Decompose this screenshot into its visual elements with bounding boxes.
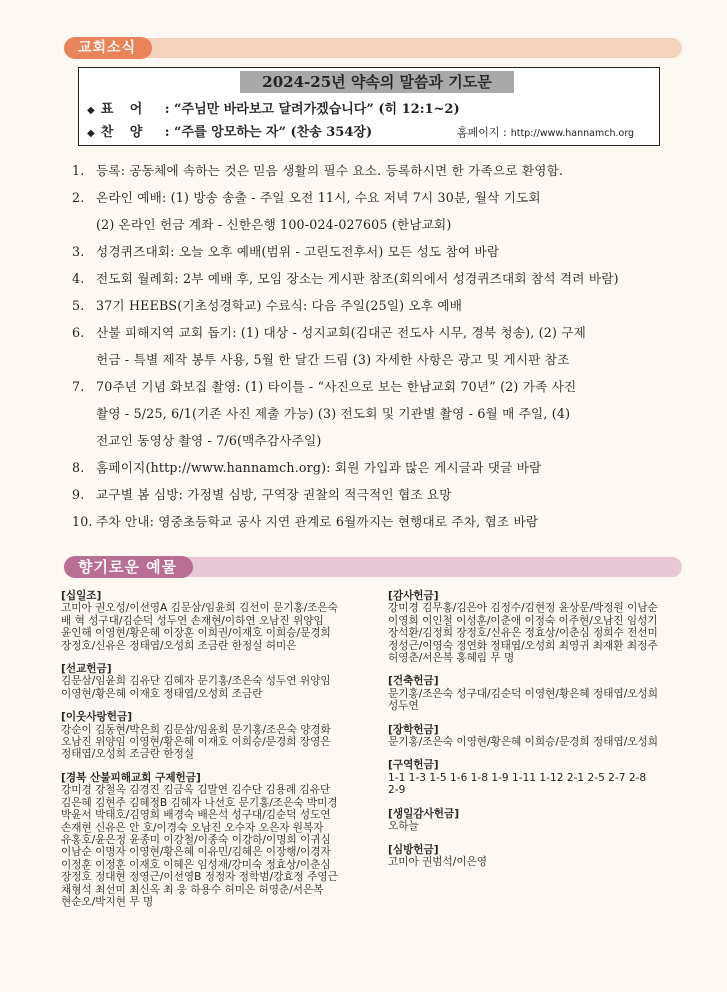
notice-text-continued: 전교인 동영상 촬영 - 7/6(맥추감사주일) <box>96 433 322 448</box>
offering-group <box>61 663 351 700</box>
offering-group-title: [십일조] <box>61 590 102 602</box>
notice-text: 홈페이지(http://www.hannamch.org): 회원 가입과 많은 게시글과 댓글 바람 <box>96 460 542 475</box>
offering-donor-names: 강미경 강철옥 김경진 김금옥 김말연 김수단 김용례 김유단 김은혜 김현주 김혜정B 김혜자 나선호 문기홍/조은숙 박미경 박윤서 박태호/김영희 배경숙 배은석 성구대/김순덕 성도연 손재현 신유은 안 호/이경숙 오남진 오수자 오은자 원복자 유홍호/윤은정 윤종미 이강철/이종숙 이강하/이명희 이귀심 이남순 이명자 이영현/황은혜 이유민/김혜은 이장행/이경자 이정훈 이정훈 이재호 이혜은 임성재/강미숙 정효상/이춘심 장정호 정대현 정영근/이선영B 정정자 정학범/강효정 주영근 채형석 최선미 최신옥 최 웅 하용수 허미은 허영춘/서은복 현순오/박지현 무 명 <box>61 784 338 908</box>
section-title-church-news: 교회소식 <box>64 37 152 59</box>
notice-text: 성경퀴즈대회: 오늘 오후 예배(범위 - 고린도전후서) 모든 성도 참여 바람 <box>96 244 500 259</box>
offering-group <box>388 759 678 796</box>
offering-donor-names: 고미아 권오성/이선영A 김문삼/임윤희 김선이 문기홍/조은숙 배 혁 성구대/김순덕 성두연 손재현/이하연 오남진 위양임 윤인해 이영현/황은혜 이장훈 이희권/이재호 이희승/문경희 장정호/신유은 정태엽/오성희 조금란 한정실 허미은 <box>61 602 339 652</box>
notice-text-continued: 촬영 - 5/25, 6/1(기존 사진 제출 가능) (3) 전도회 및 기관별 촬영 - 6월 매 주일, (4) <box>96 406 571 421</box>
homepage-link[interactable]: http://www.hannamch.org <box>510 128 635 139</box>
notice-number: 9. <box>72 487 85 502</box>
offering-group <box>388 590 678 664</box>
annual-theme-box <box>78 67 660 146</box>
notice-text-continued: (2) 온라인 헌금 계좌 - 신한은행 100-024-027605 (한남교회) <box>96 217 452 232</box>
section-header-bar <box>64 38 682 58</box>
notice-item <box>72 508 672 535</box>
offering-donor-names: 강순이 김동현/박은희 김문삼/임윤희 문기홍/조은숙 양경화 오남진 위양임 이영현/황은혜 이재호 이희승/문경희 장영은 정태엽/오성희 조금란 한정실 <box>61 723 331 761</box>
offering-group-title: [이웃사랑헌금] <box>61 711 133 724</box>
motto-label: 표 어 <box>100 102 149 117</box>
notice-item <box>72 184 672 238</box>
offering-donor-names: 고미아 권범석/이은영 <box>388 855 488 868</box>
offering-donor-names: 문기홍/조은숙 이영현/황은혜 이희승/문경희 정태엽/오성희 <box>388 736 658 749</box>
offering-group <box>388 844 678 869</box>
offering-donor-names: 강미경 김무홍/김은아 김정수/김현정 윤상문/박정원 이남순 이영희 이인철 이성훈/이춘애 이정숙 이주현/오남진 임성기 장석환/김정희 장정호/신유은 정효상/이춘심 정희수 전선미 정성근/이영숙 정연화 정태엽/오성희 최영귀 최재환 최정주 허영춘/서은복 홍혜림 무 명 <box>388 602 658 665</box>
offering-group-title: [건축헌금] <box>388 675 439 688</box>
bullet-icon: ◆ <box>87 128 95 139</box>
offerings-left-column <box>61 590 351 919</box>
notice-text: 주차 안내: 영중초등학교 공사 지연 관계로 6월까지는 현행대로 주차, 협조 바람 <box>96 514 539 529</box>
notice-text: 전도회 월례회: 2부 예배 후, 모임 장소는 게시판 참조(회의에서 성경퀴즈대회 참석 격려 바람) <box>96 271 619 286</box>
offering-group-title: [장학헌금] <box>388 723 439 736</box>
offering-group-title: [선교헌금] <box>61 663 112 676</box>
offering-donor-names: 김문삼/임윤희 김유단 김혜자 문기홍/조은숙 성두연 위양임 이영현/황은혜 이재호 정태엽/오성희 조금란 <box>61 675 331 700</box>
homepage-label: 홈페이지 : <box>457 126 507 139</box>
notice-number: 1. <box>72 163 85 178</box>
hymn-label: 찬 양 <box>100 125 149 140</box>
offering-donor-names: 문기홍/조은숙 성구대/김순덕 이영현/황은혜 정태엽/오성희 성두연 <box>388 687 658 713</box>
hymn-text: : “주를 앙모하는 자” (찬송 354장) <box>164 125 373 140</box>
notice-text-continued: 헌금 - 특별 제작 봉투 사용, 5월 한 달간 드림 (3) 자세한 사항은 광고 및 게시판 참조 <box>96 352 570 367</box>
offering-group-title: [심방헌금] <box>388 843 439 856</box>
notice-number: 6. <box>72 325 85 340</box>
notice-item <box>72 481 672 508</box>
notice-item <box>72 319 672 373</box>
notice-list <box>72 157 672 535</box>
offering-group-title: [경북 산불피해교회 구제헌금] <box>61 771 201 784</box>
offering-group <box>388 675 678 712</box>
offering-group <box>61 590 351 652</box>
notice-text: 등록: 공동체에 속하는 것은 믿음 생활의 필수 요소. 등록하시면 한 가족으로 환영함. <box>96 163 564 178</box>
notice-text: 70주년 기념 화보집 촬영: (1) 타이틀 - “사진으로 보는 한남교회 70년” (2) 가족 사진 <box>96 379 577 394</box>
notice-item <box>72 292 672 319</box>
notice-text: 37기 HEEBS(기초성경학교) 수료식: 다음 주일(25일) 오후 예배 <box>96 298 463 313</box>
notice-item <box>72 157 672 184</box>
offering-group <box>388 808 678 833</box>
notice-number: 5. <box>72 298 85 313</box>
offering-group-title: [생일감사헌금] <box>388 807 460 820</box>
offering-donor-names: 오하늘 <box>388 820 419 833</box>
offering-group-title: [감사헌금] <box>388 590 439 602</box>
hymn-line <box>87 121 372 140</box>
notice-number: 3. <box>72 244 85 259</box>
notice-item <box>72 238 672 265</box>
offering-group <box>61 711 351 761</box>
offering-group <box>61 772 351 908</box>
notice-number: 10. <box>72 514 93 529</box>
offerings-right-column <box>388 590 678 879</box>
notice-item <box>72 454 672 481</box>
notice-text: 산불 피해지역 교회 돕기: (1) 대상 - 성지교회(김대곤 전도사 시무, 경북 청송), (2) 구제 <box>96 325 587 340</box>
bullet-icon: ◆ <box>87 105 95 116</box>
notice-number: 8. <box>72 460 85 475</box>
offering-donor-names: 1-1 1-3 1-5 1-6 1-8 1-9 1-11 1-12 2-1 2-5 2-7 2-8 2-9 <box>388 771 647 797</box>
homepage-info <box>457 124 634 140</box>
theme-title: 2024-25년 약속의 말씀과 기도문 <box>240 71 514 93</box>
motto-line <box>87 98 460 117</box>
notice-item <box>72 373 672 454</box>
notice-text: 온라인 예배: (1) 방송 송출 - 주일 오전 11시, 수요 저녁 7시 30분, 월삭 기도회 <box>96 190 541 205</box>
notice-item <box>72 265 672 292</box>
notice-text: 교구별 봄 심방: 가정별 심방, 구역장 권찰의 적극적인 협조 요망 <box>96 487 452 502</box>
section-title-offerings: 향기로운 예물 <box>64 556 193 578</box>
notice-number: 2. <box>72 190 85 205</box>
motto-text: : “주님만 바라보고 달려가겠습니다” (히 12:1~2) <box>164 102 460 117</box>
offering-group <box>388 724 678 749</box>
offering-group-title: [구역헌금] <box>388 759 439 772</box>
notice-number: 7. <box>72 379 85 394</box>
notice-number: 4. <box>72 271 85 286</box>
